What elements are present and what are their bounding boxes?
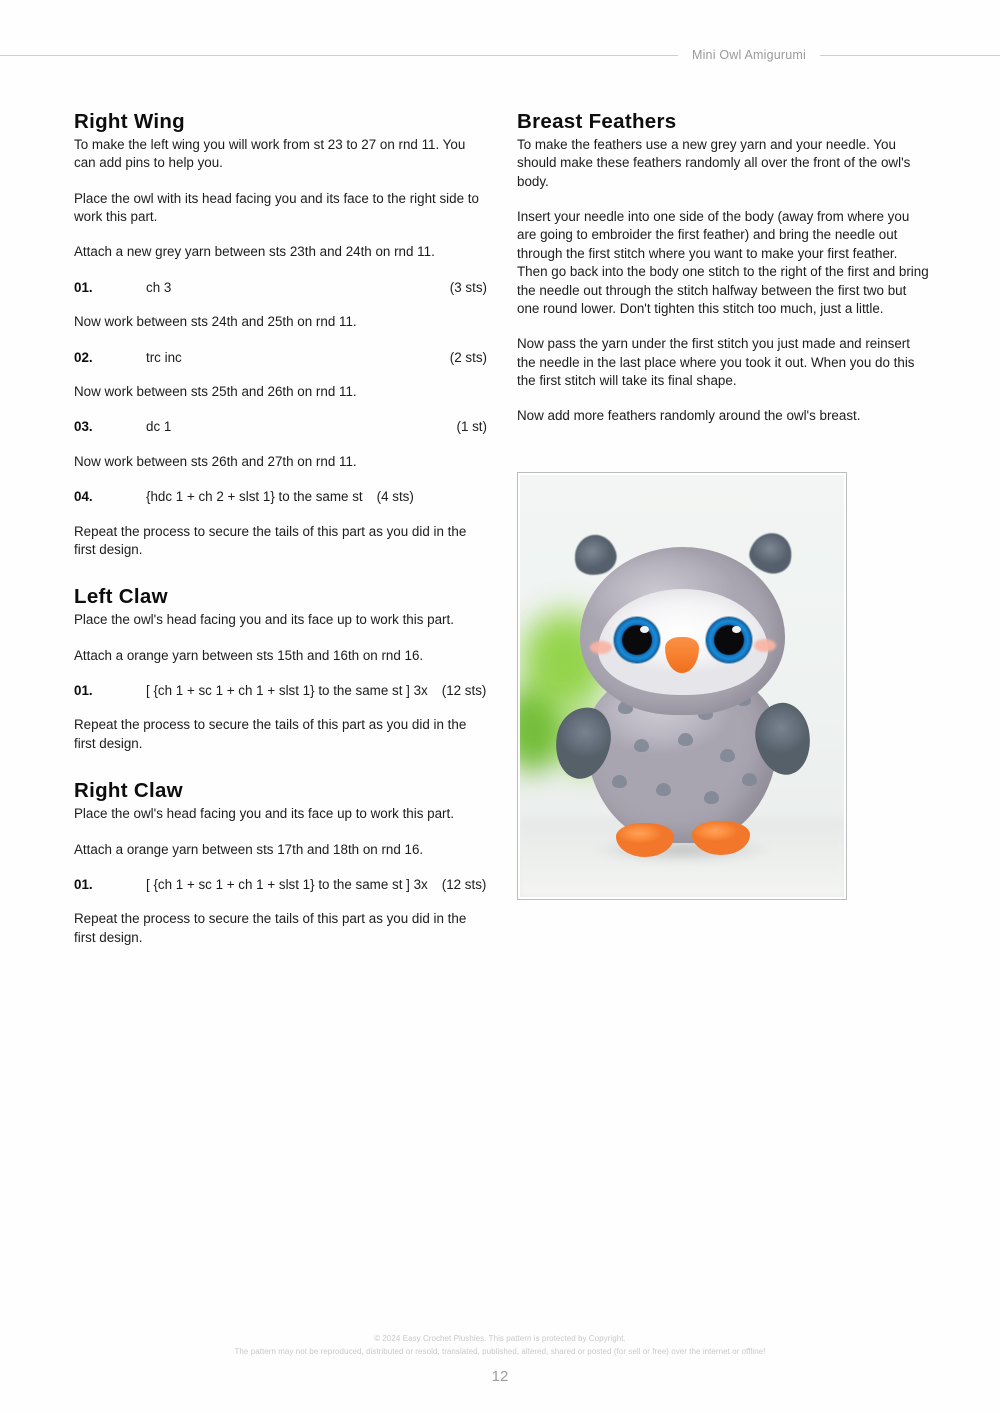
- content-columns: [74, 110, 930, 964]
- owl-blush-left: [590, 641, 612, 654]
- owl-eye-highlight: [732, 626, 741, 633]
- owl-eye-highlight: [640, 626, 649, 633]
- instruction-stitch-count: (12 sts): [441, 876, 487, 892]
- owl-eye-left: [614, 617, 660, 663]
- owl-breast-feather: [678, 733, 693, 746]
- instruction-stitch-count: (3 sts): [449, 279, 487, 295]
- right-column: [517, 110, 930, 964]
- owl-blush-right: [754, 639, 776, 652]
- owl-breast-feather: [656, 783, 671, 796]
- owl-breast-feather: [704, 791, 719, 804]
- instruction-row: [74, 682, 487, 699]
- paragraph: Now work between sts 24th and 25th on rnd 11.: [74, 314, 357, 330]
- instruction-row: [74, 876, 487, 893]
- paragraph: Insert your needle into one side of the body (away from where you are going to embroider the first feather) and bring the needle out through the first stitch where you want to make your first feather. Then go back into the body one stitch to the right of the first and bring the needle out through the stitch halfway between the first two but one round lower. Don't tighten this stitch too much, just a little.: [517, 209, 929, 316]
- paragraph: Repeat the process to secure the tails of this part as you did in the first design.: [74, 911, 467, 945]
- instruction-number: 02.: [74, 349, 93, 365]
- instruction-text: [ {ch 1 + sc 1 + ch 1 + slst 1} to the same st ] 3x: [146, 876, 428, 892]
- instruction-text: dc 1: [146, 419, 172, 435]
- paragraph: Place the owl's head facing you and its face up to work this part.: [74, 806, 454, 822]
- instruction-text: [ {ch 1 + sc 1 + ch 1 + slst 1} to the same st ] 3x: [146, 683, 428, 698]
- paragraph: Attach a new grey yarn between sts 23th and 24th on rnd 11.: [74, 244, 435, 260]
- section-heading-breast-feathers: Breast Feathers: [517, 110, 677, 133]
- instruction-stitch-count: (2 sts): [449, 349, 487, 365]
- instruction-number: 01.: [74, 876, 93, 892]
- section-heading-left-claw: Left Claw: [74, 585, 168, 609]
- instruction-stitch-count: (1 st): [456, 419, 487, 435]
- owl-eye-right: [706, 617, 752, 663]
- section-heading-right-claw: Right Claw: [74, 779, 183, 803]
- paragraph: Now work between sts 26th and 27th on rnd 11.: [74, 453, 357, 469]
- paragraph: Now pass the yarn under the first stitch you just made and reinsert the needle in the last place where you took it out. When you do this the first stitch will take its final shape.: [517, 336, 915, 388]
- instruction-row: [74, 418, 487, 435]
- paragraph: Now add more feathers randomly around the owl's breast.: [517, 408, 861, 424]
- owl-amigurumi: [562, 529, 802, 859]
- running-header: [0, 44, 1000, 66]
- header-rule-right: [820, 55, 1000, 56]
- instruction-number: 04.: [74, 489, 93, 505]
- paragraph: To make the left wing you will work from st 23 to 27 on rnd 11. You can add pins to help you.: [74, 137, 466, 171]
- instruction-text: ch 3: [146, 279, 172, 295]
- copyright-line-2: The pattern may not be reproduced, distributed or resold, translated, published, altered, shared or posted (for sell or free) over the internet or offline!: [234, 1346, 766, 1356]
- paragraph: Now work between sts 25th and 26th on rnd 11.: [74, 384, 357, 399]
- owl-photo: [520, 475, 844, 897]
- paragraph: Repeat the process to secure the tails of this part as you did in the first design.: [74, 523, 467, 557]
- owl-breast-feather: [612, 775, 627, 788]
- instruction-text: trc inc: [146, 349, 182, 365]
- paragraph: Place the owl's head facing you and its face up to work this part.: [74, 612, 454, 628]
- page-footer: [0, 1333, 1000, 1385]
- paragraph: Attach a orange yarn between sts 17th and 18th on rnd 16.: [74, 841, 424, 857]
- copyright-line-1: © 2024 Easy Crochet Plushies. This pattern is protected by Copyright.: [374, 1334, 626, 1344]
- instruction-row: [74, 279, 487, 296]
- owl-ear-tuft-right: [746, 529, 796, 578]
- owl-breast-feather: [634, 739, 649, 752]
- instruction-number: 01.: [74, 683, 93, 698]
- page-number: 12: [491, 1368, 509, 1385]
- instruction-number: 01.: [74, 279, 93, 295]
- owl-photo-frame: [517, 472, 847, 900]
- instruction-row: [74, 488, 487, 505]
- paragraph: Place the owl with its head facing you and its face to the right side to work this part.: [74, 190, 479, 225]
- owl-breast-feather: [720, 749, 735, 762]
- instruction-stitch-count: (4 sts): [376, 489, 414, 505]
- instruction-number: 03.: [74, 419, 93, 435]
- running-header-title: Mini Owl Amigurumi: [691, 48, 806, 62]
- paragraph: To make the feathers use a new grey yarn and your needle. You should make these feathers randomly all over the front of the owl's body.: [517, 137, 911, 189]
- paragraph: Attach a orange yarn between sts 15th and 16th on rnd 16.: [74, 647, 424, 663]
- instruction-row: [74, 349, 487, 366]
- instruction-text: {hdc 1 + ch 2 + slst 1} to the same st: [146, 489, 363, 505]
- owl-breast-feather: [742, 773, 757, 786]
- instruction-stitch-count: (12 sts): [441, 683, 487, 698]
- header-rule-left: [0, 55, 678, 56]
- paragraph: Repeat the process to secure the tails of this part as you did in the first design.: [74, 717, 467, 751]
- section-heading-right-wing: Right Wing: [74, 110, 185, 133]
- left-column: [74, 110, 487, 964]
